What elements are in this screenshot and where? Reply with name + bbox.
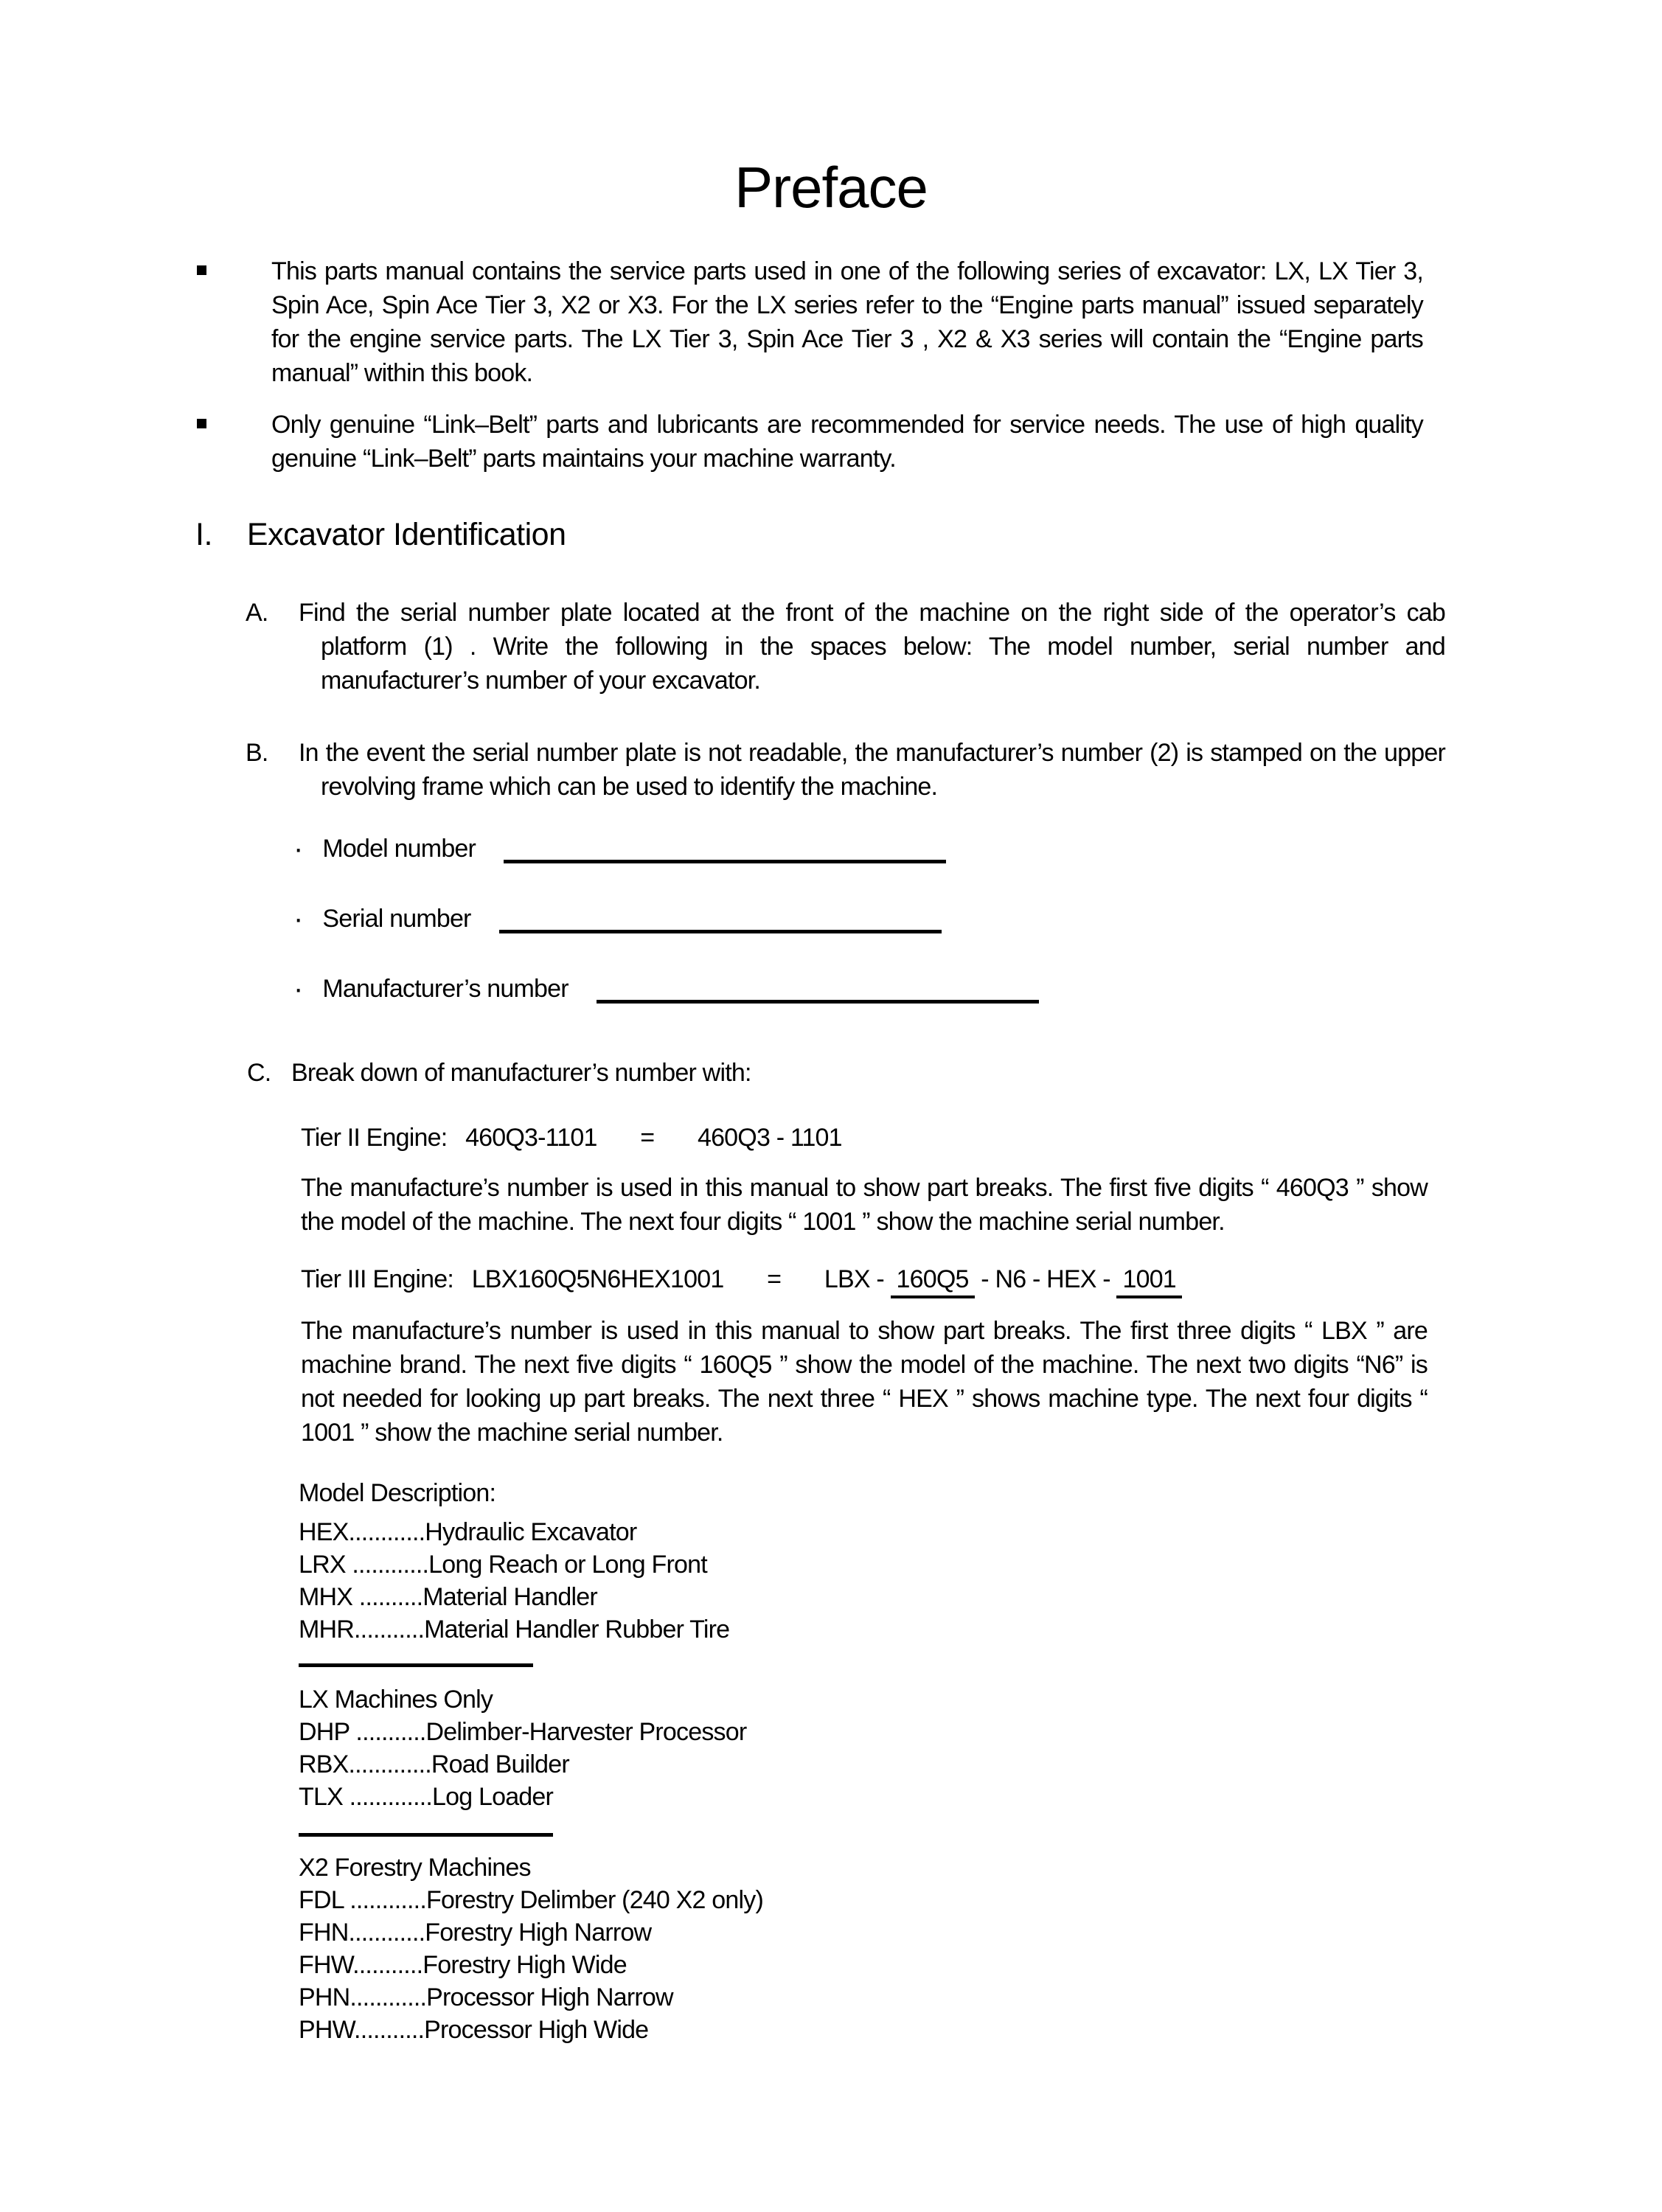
list-item: FDL ............Forestry Delimber (240 X2 only) bbox=[299, 1886, 763, 1914]
tier3-equation bbox=[301, 1261, 1182, 1298]
list-item-a bbox=[246, 596, 1445, 698]
equation-label: Tier II Engine: bbox=[301, 1124, 448, 1152]
divider-line bbox=[299, 1833, 553, 1837]
equals-sign: = bbox=[640, 1124, 655, 1152]
fill-in-label: Manufacturer’s number bbox=[322, 975, 569, 1003]
equation-code: LBX160Q5N6HEX1001 bbox=[471, 1265, 724, 1293]
equation-code: 460Q3-1101 bbox=[465, 1124, 597, 1152]
list-item: MHX ..........Material Handler bbox=[299, 1583, 597, 1611]
fill-in-blank-line bbox=[499, 930, 942, 933]
item-letter: C. bbox=[247, 1059, 271, 1087]
x2-forestry-heading: X2 Forestry Machines bbox=[299, 1854, 531, 1882]
equation-result: 460Q3 - 1101 bbox=[697, 1124, 842, 1152]
x2-forestry-list bbox=[299, 1833, 763, 2046]
list-item-c bbox=[247, 1056, 751, 1090]
lx-machines-list bbox=[299, 1663, 746, 1813]
lx-machines-heading: LX Machines Only bbox=[299, 1686, 493, 1714]
tier3-paragraph: The manufacture’s number is used in this manual to show part breaks. The first three digits “ LBX ” are machine brand. The next five digits “ 160Q5 ” show the model of the machine. The next two digits “N6” is not needed for looking up part breaks. The next three “ HEX ” shows machine type. The next four digits “ 1001 ” show the machine serial number. bbox=[301, 1317, 1428, 1447]
list-item: LRX ............Long Reach or Long Front bbox=[299, 1551, 707, 1579]
bullet-item bbox=[197, 254, 1423, 390]
square-bullet-icon bbox=[197, 419, 206, 428]
underlined-segment: 160Q5 bbox=[891, 1265, 975, 1298]
equation-result-middle: - N6 - HEX - bbox=[981, 1265, 1110, 1293]
equation-label: Tier III Engine: bbox=[301, 1265, 454, 1293]
divider-line bbox=[299, 1663, 533, 1667]
fill-in-row bbox=[293, 902, 942, 936]
fill-in-blank-line bbox=[597, 1000, 1039, 1004]
item-text: Find the serial number plate located at the front of the machine on the right side of the operator’s cab platform (1) . Write the following in the spaces below: The model number, serial number and manufacturer’s number of your excavator. bbox=[299, 599, 1445, 695]
tier2-paragraph: The manufacture’s number is used in this manual to show part breaks. The first five digits “ 460Q3 ” show the model of the machine. The next four digits “ 1001 ” show the machine serial number. bbox=[301, 1174, 1428, 1236]
list-item: FHW...........Forestry High Wide bbox=[299, 1951, 627, 1979]
list-item: FHN............Forestry High Narrow bbox=[299, 1919, 652, 1947]
list-item: TLX .............Log Loader bbox=[299, 1783, 554, 1811]
list-item: HEX............Hydraulic Excavator bbox=[299, 1518, 637, 1546]
list-item: MHR...........Material Handler Rubber Tire bbox=[299, 1615, 730, 1644]
dot-bullet-icon: · bbox=[293, 832, 304, 865]
list-item: PHN............Processor High Narrow bbox=[299, 1983, 673, 2011]
fill-in-label: Serial number bbox=[322, 905, 471, 933]
dot-bullet-icon: · bbox=[293, 973, 304, 1005]
model-description-heading: Model Description: bbox=[299, 1479, 496, 1507]
model-description-list bbox=[299, 1476, 729, 1646]
equation-result-prefix: LBX - bbox=[824, 1265, 884, 1293]
list-item: RBX.............Road Builder bbox=[299, 1750, 569, 1778]
underlined-segment: 1001 bbox=[1116, 1265, 1181, 1298]
list-item: PHW...........Processor High Wide bbox=[299, 2016, 649, 2044]
bullet-text: Only genuine “Link–Belt” parts and lubricants are recommended for service needs. The use of high quality genuine “Link–Belt” parts maintains your machine warranty. bbox=[271, 411, 1423, 473]
list-item-b bbox=[246, 736, 1445, 804]
page-title: Preface bbox=[734, 155, 928, 220]
tier2-equation bbox=[301, 1119, 842, 1156]
equals-sign: = bbox=[767, 1265, 782, 1293]
item-text: In the event the serial number plate is not readable, the manufacturer’s number (2) is stamped on the upper revolving frame which can be used to identify the machine. bbox=[299, 739, 1445, 801]
fill-in-row bbox=[293, 972, 1039, 1006]
item-letter: B. bbox=[246, 739, 268, 767]
section-title: Excavator Identification bbox=[246, 517, 566, 552]
list-item: DHP ...........Delimber-Harvester Processor bbox=[299, 1718, 747, 1746]
section-numeral: I. bbox=[195, 517, 212, 552]
bullet-item bbox=[197, 408, 1423, 476]
fill-in-blank-line bbox=[504, 860, 946, 863]
square-bullet-icon bbox=[197, 265, 206, 275]
fill-in-row bbox=[293, 832, 946, 866]
item-letter: A. bbox=[246, 599, 268, 627]
bullet-text: This parts manual contains the service parts used in one of the following series of excavator: LX, LX Tier 3, Spin Ace, Spin Ace Tier 3, X2 or X3. For the LX series refer to the “Engine parts manual” issued separately for the engine service parts. The LX Tier 3, Spin Ace Tier 3 , X2 & X3 series will contain the “Engine parts manual” within this book. bbox=[271, 257, 1423, 387]
fill-in-label: Model number bbox=[322, 835, 476, 863]
dot-bullet-icon: · bbox=[293, 902, 304, 935]
item-text: Break down of manufacturer’s number with: bbox=[291, 1059, 751, 1087]
section-heading bbox=[195, 516, 566, 553]
